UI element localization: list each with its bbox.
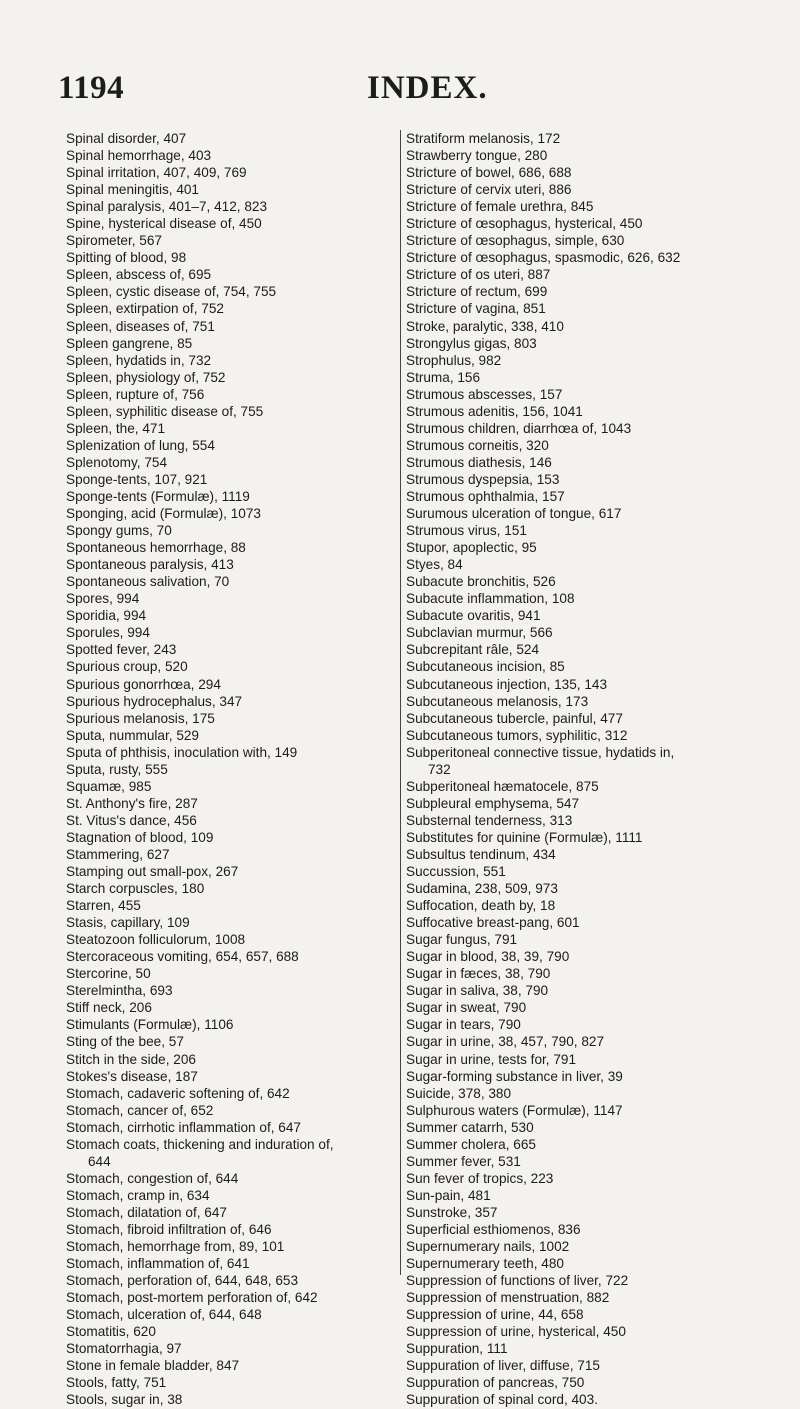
index-entry: Splenization of lung, 554: [66, 437, 215, 453]
index-entry: Spontaneous paralysis, 413: [66, 557, 234, 573]
index-entry: Surumous ulceration of tongue, 617: [406, 506, 622, 522]
index-entry: Subcutaneous injection, 135, 143: [406, 676, 608, 692]
index-entry: Sugar in blood, 38, 39, 790: [406, 949, 570, 965]
index-entry: Stercorine, 50: [66, 966, 151, 982]
index-entry: Stomatorrhagia, 97: [66, 1341, 182, 1357]
index-entry: Sporidia, 994: [66, 608, 147, 624]
index-entry: 644: [88, 1153, 111, 1169]
index-entry: Sugar in tears, 790: [406, 1017, 521, 1033]
index-entry: Strumous diathesis, 146: [406, 454, 552, 470]
index-entry: Strawberry tongue, 280: [406, 148, 548, 164]
index-entry: Stasis, capillary, 109: [66, 915, 190, 931]
index-entry: Spleen gangrene, 85: [66, 335, 193, 351]
index-entry: Superficial esthiomenos, 836: [406, 1222, 581, 1237]
index-entry: Sudamina, 238, 509, 973: [406, 881, 558, 897]
index-entry: Spirometer, 567: [66, 233, 162, 249]
index-entry: Subacute bronchitis, 526: [406, 574, 556, 590]
index-entry: Stomach coats, thickening and induration of,: [66, 1136, 334, 1152]
index-entry: Subperitoneal hæmatocele, 875: [406, 778, 599, 794]
index-entry: Spleen, diseases of, 751: [66, 318, 215, 334]
index-entry: Suffocative breast-pang, 601: [406, 915, 580, 931]
index-entry: Stomach, cirrhotic inflammation of, 647: [66, 1119, 301, 1135]
index-entry: Suppuration of liver, diffuse, 715: [406, 1358, 600, 1374]
index-entry: Sun fever of tropics, 223: [406, 1170, 554, 1186]
index-entry: Struma, 156: [406, 369, 481, 385]
index-entry: Styes, 84: [406, 557, 463, 573]
index-entry: Stiff neck, 206: [66, 1000, 152, 1016]
index-entry: Subcutaneous melanosis, 173: [406, 693, 589, 709]
index-entry: Stricture of female urethra, 845: [406, 199, 594, 215]
index-entry: Spleen, abscess of, 695: [66, 267, 212, 283]
index-entry: Spores, 994: [66, 591, 140, 607]
index-entry: Suppression of functions of liver, 722: [406, 1273, 629, 1289]
index-entry: Strumous dyspepsia, 153: [406, 471, 560, 487]
index-entry: Sponge-tents, 107, 921: [66, 471, 208, 487]
index-entry: Summer cholera, 665: [406, 1136, 536, 1152]
index-entry: Sugar in urine, tests for, 791: [406, 1051, 577, 1067]
index-entry: Suppression of urine, hysterical, 450: [406, 1324, 626, 1340]
index-entry: Stomach, ulceration of, 644, 648: [66, 1307, 262, 1323]
index-entry: St. Vitus's dance, 456: [66, 812, 197, 828]
index-entry: Stricture of œsophagus, spasmodic, 626, 632: [406, 250, 681, 266]
index-entry: Spurious gonorrhœa, 294: [66, 676, 221, 692]
index-entry: Sugar-forming substance in liver, 39: [406, 1068, 623, 1084]
index-entry: Stroke, paralytic, 338, 410: [406, 318, 564, 334]
index-entry: Strumous corneitis, 320: [406, 437, 549, 453]
index-entry: Spongy gums, 70: [66, 523, 172, 539]
index-entry: Stamping out small-pox, 267: [66, 864, 239, 880]
index-entry: Sulphurous waters (Formulæ), 1147: [406, 1102, 623, 1118]
index-entry: Supernumerary nails, 1002: [406, 1239, 570, 1255]
index-entry: Stokes's disease, 187: [66, 1068, 198, 1084]
index-entry: Spontaneous salivation, 70: [66, 574, 230, 590]
index-entry: Stomach, cramp in, 634: [66, 1187, 210, 1203]
index-entry: Substernal tenderness, 313: [406, 812, 573, 828]
index-entry: Sugar fungus, 791: [406, 932, 518, 948]
index-entry: Sugar in urine, 38, 457, 790, 827: [406, 1034, 605, 1050]
index-entry: Stratiform melanosis, 172: [406, 131, 561, 146]
index-entry: Stricture of os uteri, 887: [406, 267, 551, 283]
index-entry: Spinal paralysis, 401–7, 412, 823: [66, 199, 268, 215]
index-entry: Spleen, hydatids in, 732: [66, 352, 212, 368]
column-divider: [400, 130, 401, 1275]
index-entry: Stricture of vagina, 851: [406, 301, 546, 317]
index-entry: Sun-pain, 481: [406, 1187, 491, 1203]
index-entry: Suffocation, death by, 18: [406, 898, 556, 914]
index-entry: Spurious melanosis, 175: [66, 710, 215, 726]
index-entry: Sputa, nummular, 529: [66, 727, 199, 743]
index-entry: Stupor, apoplectic, 95: [406, 540, 537, 556]
index-entry: Stricture of bowel, 686, 688: [406, 165, 572, 181]
index-entry: Strophulus, 982: [406, 352, 502, 368]
index-entry: Sputa of phthisis, inoculation with, 149: [66, 744, 298, 760]
index-entry: Sputa, rusty, 555: [66, 761, 168, 777]
index-entry: Subpleural emphysema, 547: [406, 795, 580, 811]
index-entry: Suppuration, 111: [406, 1341, 508, 1357]
index-entry: Subclavian murmur, 566: [406, 625, 553, 641]
index-entry: Supernumerary teeth, 480: [406, 1256, 564, 1272]
index-entry: Subcrepitant râle, 524: [406, 642, 540, 658]
index-entry: Strumous ophthalmia, 157: [406, 488, 565, 504]
index-entry: Stools, sugar in, 38: [66, 1392, 183, 1408]
index-entry: Strongylus gigas, 803: [406, 335, 537, 351]
index-entry: Starch corpuscles, 180: [66, 881, 205, 897]
index-entry: Splenotomy, 754: [66, 454, 168, 470]
index-entry: Subcutaneous tumors, syphilitic, 312: [406, 727, 628, 743]
index-entry: Stammering, 627: [66, 846, 170, 862]
index-entry: Sponge-tents (Formulæ), 1119: [66, 488, 250, 504]
index-entry: Spitting of blood, 98: [66, 250, 187, 266]
index-column-right: [406, 130, 766, 1409]
index-entry: Subcutaneous tubercle, painful, 477: [406, 710, 623, 726]
index-entry: Stricture of cervix uteri, 886: [406, 182, 572, 198]
index-entry: Stone in female bladder, 847: [66, 1358, 240, 1374]
index-entry: Spleen, the, 471: [66, 420, 166, 436]
index-entry: Steatozoon folliculorum, 1008: [66, 932, 246, 948]
index-entry: Spontaneous hemorrhage, 88: [66, 540, 246, 556]
index-entry: Stricture of rectum, 699: [406, 284, 548, 300]
index-entry: Stomach, cadaveric softening of, 642: [66, 1085, 290, 1101]
index-entry: Spleen, rupture of, 756: [66, 386, 205, 402]
index-entry: Stomach, fibroid infiltration of, 646: [66, 1222, 272, 1237]
index-entry: Stricture of œsophagus, simple, 630: [406, 233, 625, 249]
index-entry: Sporules, 994: [66, 625, 150, 641]
index-entry: Suppression of menstruation, 882: [406, 1290, 610, 1306]
index-entry: Spinal disorder, 407: [66, 131, 187, 146]
index-entry: Sugar in fæces, 38, 790: [406, 966, 551, 982]
page-title: INDEX.: [367, 70, 488, 106]
index-entry: Summer catarrh, 530: [406, 1119, 534, 1135]
index-entry: Stools, fatty, 751: [66, 1375, 167, 1391]
index-entry: Strumous virus, 151: [406, 523, 527, 539]
index-entry: Stomach, congestion of, 644: [66, 1170, 239, 1186]
index-entry: Sterelmintha, 693: [66, 983, 173, 999]
index-entry: Sugar in saliva, 38, 790: [406, 983, 549, 999]
index-entry: Strumous children, diarrhœa of, 1043: [406, 420, 632, 436]
index-entry: Spleen, extirpation of, 752: [66, 301, 224, 317]
index-entry: Stomach, dilatation of, 647: [66, 1204, 227, 1220]
index-entry: Spurious croup, 520: [66, 659, 188, 675]
index-entry: Spine, hysterical disease of, 450: [66, 216, 262, 232]
index-entry: Subperitoneal connective tissue, hydatids in,: [406, 744, 675, 760]
index-entry: Subacute inflammation, 108: [406, 591, 575, 607]
index-entry: Spleen, physiology of, 752: [66, 369, 226, 385]
index-entry: Summer fever, 531: [406, 1153, 521, 1169]
index-entry: Suppuration of spinal cord, 403.: [406, 1392, 598, 1408]
index-entry: Spurious hydrocephalus, 347: [66, 693, 243, 709]
index-entry: Substitutes for quinine (Formulæ), 1111: [406, 829, 643, 845]
index-entry: Subsultus tendinum, 434: [406, 846, 556, 862]
index-entry: Suppression of urine, 44, 658: [406, 1307, 584, 1323]
index-entry: Stomach, cancer of, 652: [66, 1102, 214, 1118]
index-entry: Stomach, post-mortem perforation of, 642: [66, 1290, 318, 1306]
index-entry: Starren, 455: [66, 898, 141, 914]
index-entry: Stagnation of blood, 109: [66, 829, 214, 845]
index-entry: Succussion, 551: [406, 864, 506, 880]
index-entry: Sponging, acid (Formulæ), 1073: [66, 506, 261, 522]
index-entry: Stomatitis, 620: [66, 1324, 156, 1340]
index-entry: Strumous abscesses, 157: [406, 386, 563, 402]
index-entry: Spleen, syphilitic disease of, 755: [66, 403, 264, 419]
index-entry: Squamæ, 985: [66, 778, 152, 794]
index-entry: Stercoraceous vomiting, 654, 657, 688: [66, 949, 299, 965]
index-entry: Spotted fever, 243: [66, 642, 177, 658]
index-column-left: [66, 130, 396, 1409]
index-entry: Stimulants (Formulæ), 1106: [66, 1017, 234, 1033]
index-entry: St. Anthony's fire, 287: [66, 795, 198, 811]
index-entry: Stitch in the side, 206: [66, 1051, 196, 1067]
index-entry: Suicide, 378, 380: [406, 1085, 512, 1101]
index-entry: Spinal meningitis, 401: [66, 182, 199, 198]
index-entry: Sting of the bee, 57: [66, 1034, 184, 1050]
index-entry: Spinal hemorrhage, 403: [66, 148, 212, 164]
index-entry: Sunstroke, 357: [406, 1204, 498, 1220]
index-entry: Stricture of œsophagus, hysterical, 450: [406, 216, 643, 232]
index-entry: Subacute ovaritis, 941: [406, 608, 541, 624]
index-entry: Subcutaneous incision, 85: [406, 659, 565, 675]
index-entry: Spinal irritation, 407, 409, 769: [66, 165, 247, 181]
index-entry: Sugar in sweat, 790: [406, 1000, 527, 1016]
index-entry: 732: [428, 761, 451, 777]
index-entry: Stomach, inflammation of, 641: [66, 1256, 250, 1272]
index-entry: Stomach, perforation of, 644, 648, 653: [66, 1273, 299, 1289]
page-number: 1194: [58, 70, 125, 106]
index-entry: Strumous adenitis, 156, 1041: [406, 403, 583, 419]
index-entry: Spleen, cystic disease of, 754, 755: [66, 284, 277, 300]
index-entry: Stomach, hemorrhage from, 89, 101: [66, 1239, 285, 1255]
index-entry: Suppuration of pancreas, 750: [406, 1375, 585, 1391]
